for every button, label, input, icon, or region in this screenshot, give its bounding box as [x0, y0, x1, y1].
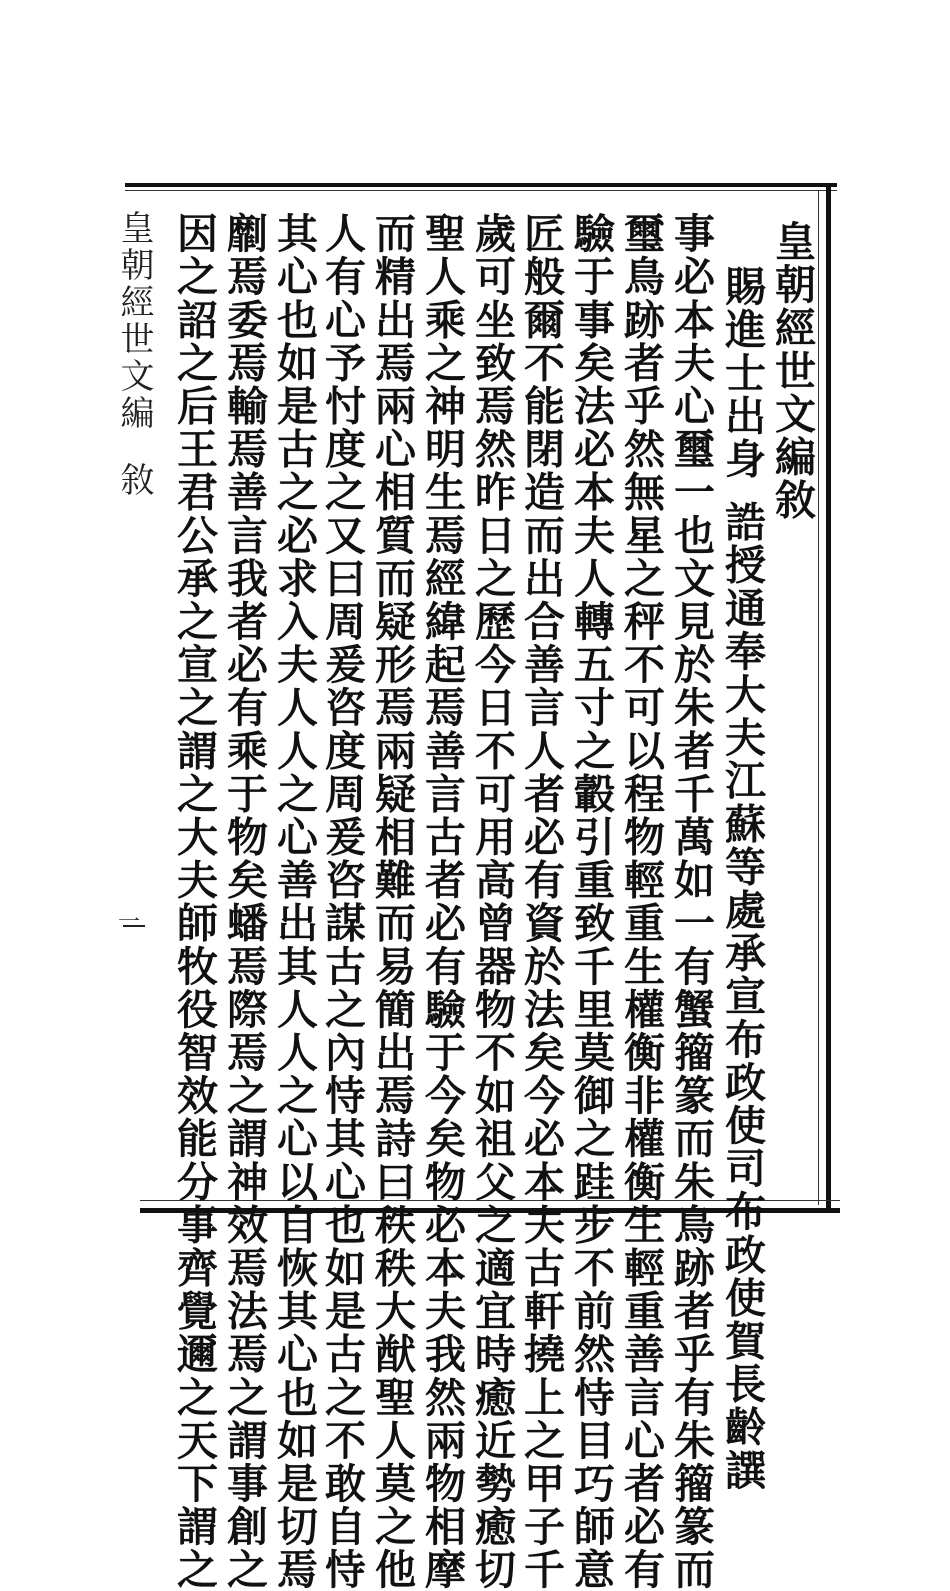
author-line	[718, 265, 766, 1492]
text-column: 其心也如是古之必求入夫人人之心善出其人人之心以自恢其心也如是切焉	[270, 212, 318, 1591]
frame-right-border	[826, 183, 831, 1213]
text-column: 劘焉委焉輸焉善言我者必有乘于物矣蟠焉際焉之謂神效焉法焉之謂事創之	[220, 212, 268, 1591]
frame-top-inner-line	[125, 190, 837, 191]
text-column: 璽鳥跡者乎然無星之秤不可以程物輕重生權衡非權衡生輕重善言心者必有	[617, 212, 665, 1591]
author-degree: 賜進士出身	[718, 265, 766, 481]
text-column: 而精出焉兩心相質而疑形焉兩疑相難而易簡出焉詩曰秩秩大猷聖人莫之他	[368, 212, 416, 1591]
margin-title-text: 皇朝經世文編	[114, 210, 154, 432]
page-title: 皇朝經世文編敘	[768, 220, 816, 522]
text-column: 聖人乘之神明生焉經緯起焉善言古者必有驗于今矣物必本夫我然兩物相摩	[418, 212, 466, 1591]
folio-number: 一	[118, 910, 141, 935]
text-column: 歲可坐致焉然昨日之歷今日不可用高曾器物不如祖父之適宜時癒近勢癒切	[468, 212, 516, 1591]
margin-book-title	[110, 210, 159, 499]
author-office: 誥授通奉大夫江蘇等處承宣布政使司布政使賀長齡譔	[718, 500, 766, 1492]
frame-right-inner-line	[818, 190, 819, 1205]
text-column: 驗于事矣法必本夫人轉五寸之轂引重致千里莫御之跬步不前然恃目巧師意	[567, 212, 615, 1591]
text-column: 因之詔之后王君公承之宣之謂之大夫師牧役智效能分事齊覺邇之天下謂之	[170, 212, 218, 1591]
text-column: 事必本夫心璽一也文見於朱者千萬如一有蟹籀篆而朱鳥跡者乎有朱籀篆而	[667, 212, 715, 1591]
text-column: 匠般爾不能閉造而出合善言人者必有資於法矣今必本夫古軒撓上之甲子千	[517, 212, 565, 1591]
frame-top-border	[125, 183, 837, 187]
margin-section-mark: 敘	[114, 462, 154, 499]
text-column: 人有心予忖度之又曰周爰咨度周爰咨謀古之內恃其心也如是古之不敢自恃	[318, 212, 366, 1591]
